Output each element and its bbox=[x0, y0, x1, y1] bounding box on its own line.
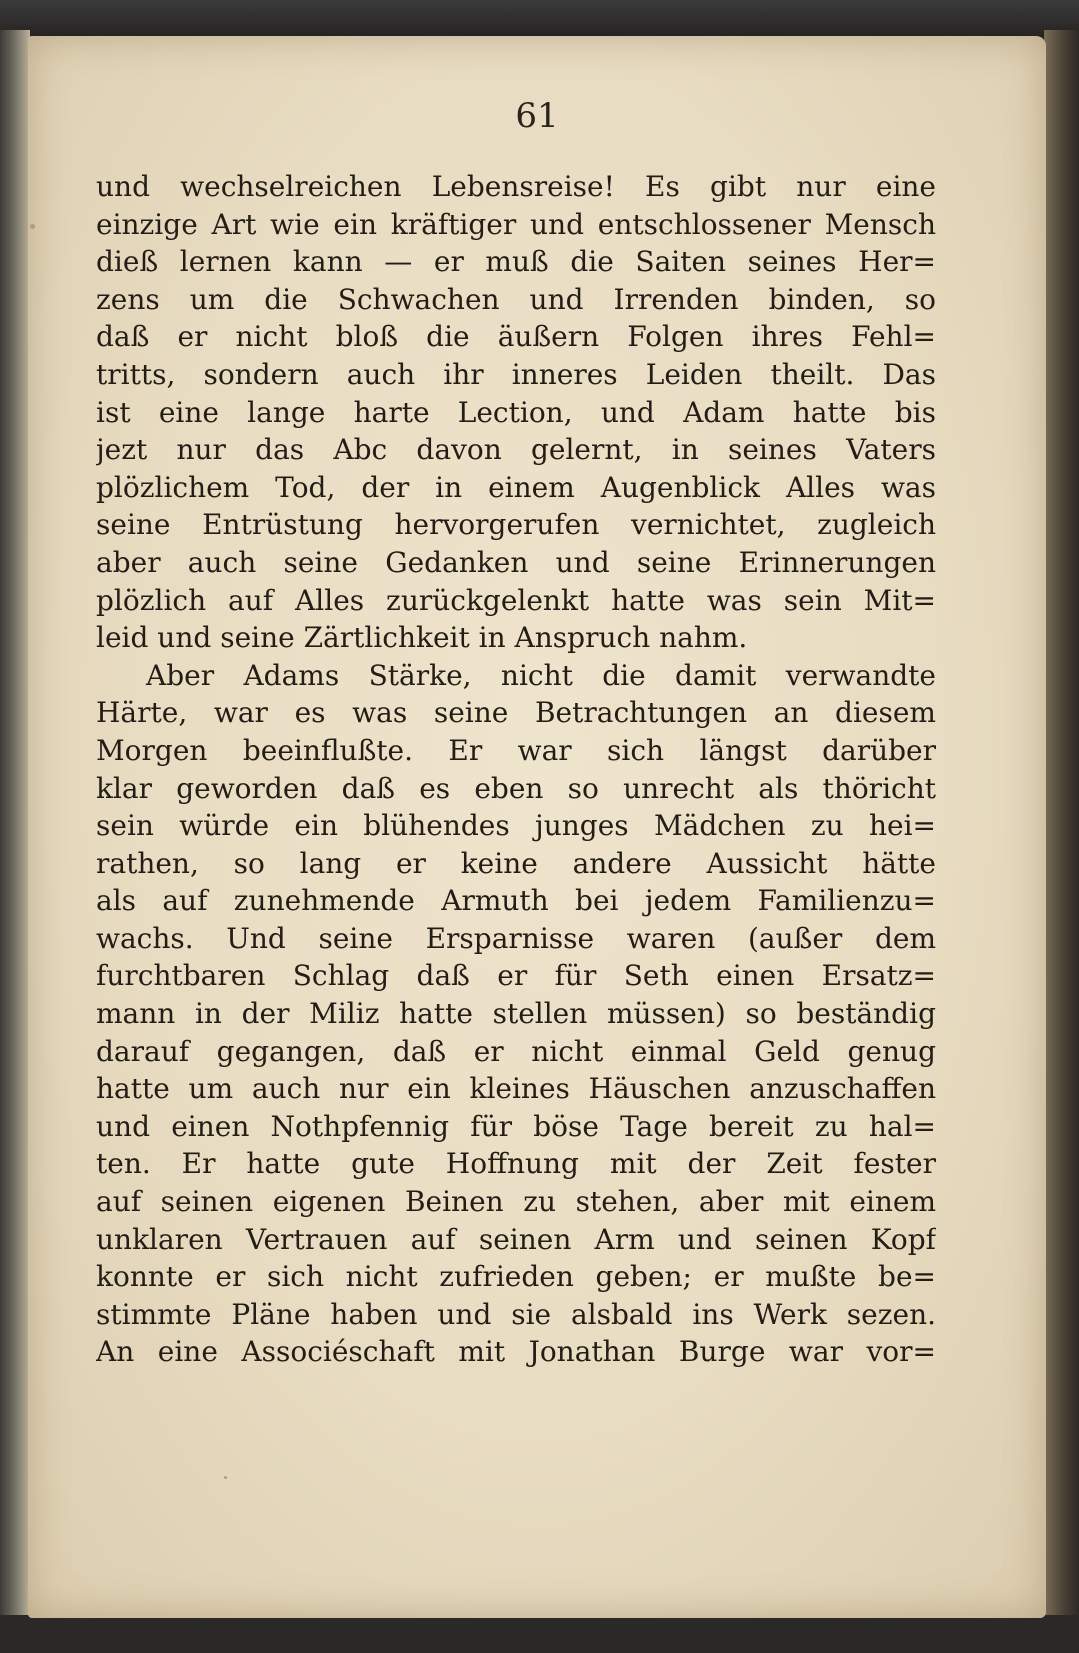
ink-speck bbox=[224, 1476, 227, 1479]
page-edges bbox=[1044, 30, 1079, 1615]
ink-speck bbox=[30, 224, 35, 229]
page-number: 61 bbox=[515, 96, 559, 136]
paragraph-end-line: leid und seine Zärtlichkeit in Anspruch nahm. bbox=[96, 621, 748, 655]
text-line: aber auch seine Gedanken und seine Erinnerungen bbox=[96, 545, 936, 579]
text-line: unklaren Vertrauen auf seinen Arm und seinen Kopf bbox=[96, 1222, 936, 1256]
text-line: auf seinen eigenen Beinen zu stehen, aber mit einem bbox=[96, 1185, 936, 1219]
text-line: seine Entrüstung hervorgerufen vernichtet, zugleich bbox=[96, 508, 936, 542]
text-line: tritts, sondern auch ihr inneres Leiden theilt. Das bbox=[96, 357, 936, 391]
text-line: wachs. Und seine Ersparnisse waren (außer dem bbox=[96, 921, 936, 955]
text-line: sein würde ein blühendes junges Mädchen zu hei= bbox=[96, 809, 936, 843]
text-line: plözlich auf Alles zurückgelenkt hatte was sein Mit= bbox=[96, 583, 936, 617]
text-line: dieß lernen kann — er muß die Saiten seines Her= bbox=[96, 245, 936, 279]
text-line: klar geworden daß es eben so unrecht als thöricht bbox=[96, 771, 936, 805]
paragraph-start-line: Aber Adams Stärke, nicht die damit verwandte bbox=[146, 658, 936, 692]
text-line: darauf gegangen, daß er nicht einmal Geld genug bbox=[96, 1034, 936, 1068]
text-line: ist eine lange harte Lection, und Adam hatte bis bbox=[96, 395, 936, 429]
book-spine bbox=[0, 30, 30, 1615]
text-line: furchtbaren Schlag daß er für Seth einen Ersatz= bbox=[96, 959, 936, 993]
body-text bbox=[96, 168, 936, 1371]
text-line: hatte um auch nur ein kleines Häuschen anzuschaffen bbox=[96, 1072, 936, 1106]
text-line: zens um die Schwachen und Irrenden binden, so bbox=[96, 282, 936, 316]
scan-background-bottom bbox=[0, 1615, 1079, 1653]
text-line: rathen, so lang er keine andere Aussicht hätte bbox=[96, 846, 936, 880]
text-line: stimmte Pläne haben und sie alsbald ins Werk sezen. bbox=[96, 1297, 936, 1331]
text-line: jezt nur das Abc davon gelernt, in seines Vaters bbox=[96, 433, 936, 467]
text-line: ten. Er hatte gute Hoffnung mit der Zeit fester bbox=[96, 1147, 936, 1181]
text-line: einzige Art wie ein kräftiger und entschlossener Mensch bbox=[96, 207, 936, 241]
text-line: An eine Associéschaft mit Jonathan Burge war vor= bbox=[96, 1335, 936, 1369]
text-line: plözlichem Tod, der in einem Augenblick Alles was bbox=[96, 470, 936, 504]
text-line: und einen Nothpfennig für böse Tage bereit zu hal= bbox=[96, 1109, 936, 1143]
book-page bbox=[28, 36, 1046, 1618]
scan-background-top bbox=[0, 0, 1079, 40]
text-line: Härte, war es was seine Betrachtungen an diesem bbox=[96, 696, 936, 730]
text-line: konnte er sich nicht zufrieden geben; er mußte be= bbox=[96, 1260, 936, 1294]
text-line: daß er nicht bloß die äußern Folgen ihres Fehl= bbox=[96, 320, 936, 354]
text-line: als auf zunehmende Armuth bei jedem Familienzu= bbox=[96, 884, 936, 918]
text-line: und wechselreichen Lebensreise! Es gibt nur eine bbox=[96, 170, 936, 203]
text-line: Morgen beeinflußte. Er war sich längst darüber bbox=[96, 733, 936, 767]
text-line: mann in der Miliz hatte stellen müssen) so beständig bbox=[96, 997, 936, 1031]
